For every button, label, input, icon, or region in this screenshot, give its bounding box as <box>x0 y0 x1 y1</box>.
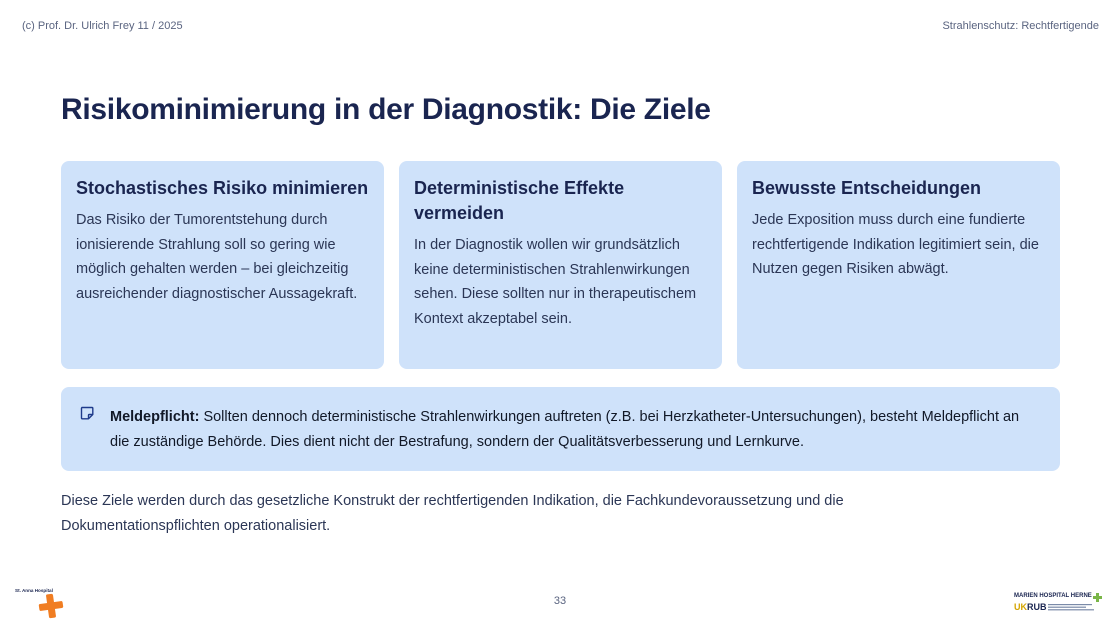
card-conscious-decisions <box>737 161 1060 369</box>
logo-label: St. Anna Hospital <box>15 588 53 593</box>
card-body: In der Diagnostik wollen wir grundsätzlich keine deterministischen Strahlenwirkungen sehen. Diese sollten nur in therapeutischem Kontext akzeptabel sein. <box>414 237 697 327</box>
page-number: 33 <box>553 595 567 607</box>
green-cross-icon <box>1093 593 1102 602</box>
card-deterministic-effects <box>399 161 722 369</box>
card-heading: Bewusste Entscheidungen <box>752 178 982 198</box>
header-author: (c) Prof. Dr. Ulrich Frey 11 / 2025 <box>22 20 183 32</box>
header-topic: Strahlenschutz: Rechtfertigende <box>942 20 1099 32</box>
card-stochastic-risk <box>61 161 384 369</box>
slide-title: Risikominimierung in der Diagnostik: Die Ziele <box>61 93 711 126</box>
logo-ukrub: UKRUB <box>1014 602 1047 612</box>
university-subline-icon <box>1048 603 1096 611</box>
reporting-duty-callout <box>61 387 1060 471</box>
card-heading: Stochastisches Risiko minimieren <box>76 178 369 198</box>
card-heading: Deterministische Effekte vermeiden <box>414 178 625 223</box>
note-body: Sollten dennoch deterministische Strahlenwirkungen auftreten (z.B. bei Herzkatheter-Untersuchungen), besteht Meldepflicht an die zuständige Behörde. Dies dient nicht der Bestrafung, sondern der Qualitätsverbesserung und Lernkurve. <box>110 409 1020 450</box>
note-icon <box>80 406 94 420</box>
cross-icon <box>37 593 65 619</box>
summary-text: Diese Ziele werden durch das gesetzliche Konstrukt der rechtfertigenden Indikation, die Fachkundevoraussetzung und die Dokumentationspflichten operationalisiert. <box>61 493 844 534</box>
note-text <box>110 405 1020 454</box>
marien-hospital-herne-logo <box>1014 593 1102 615</box>
card-body: Jede Exposition muss durch eine fundierte rechtfertigende Indikation legitimiert sein, die Nutzen gegen Risiken abwägt. <box>752 212 1039 278</box>
logo-line1: MARIEN HOSPITAL HERNE <box>1014 593 1092 599</box>
st-anna-hospital-logo <box>15 588 75 620</box>
note-label: Meldepflicht: <box>110 409 200 425</box>
card-body: Das Risiko der Tumorentstehung durch ionisierende Strahlung soll so gering wie möglich gehalten werden – bei gleichzeitig ausreichender diagnostischer Aussagekraft. <box>76 212 358 302</box>
